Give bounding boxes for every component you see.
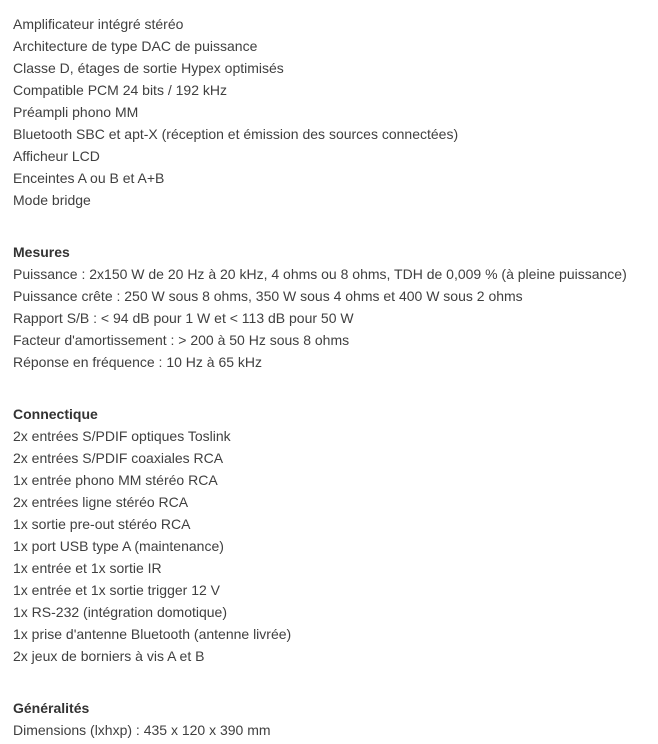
feature-item: Bluetooth SBC et apt-X (réception et émission des sources connectées): [13, 126, 459, 142]
connector-item: 1x entrée phono MM stéréo RCA: [13, 472, 218, 488]
feature-item: Préampli phono MM: [13, 104, 139, 120]
connector-item: 1x entrée et 1x sortie trigger 12 V: [13, 582, 220, 598]
feature-item: Architecture de type DAC de puissance: [13, 38, 258, 54]
connector-item: 2x entrées ligne stéréo RCA: [13, 494, 189, 510]
connector-item: 1x entrée et 1x sortie IR: [13, 560, 162, 576]
feature-item: Compatible PCM 24 bits / 192 kHz: [13, 82, 227, 98]
connector-item: 1x prise d'antenne Bluetooth (antenne livrée): [13, 626, 292, 642]
feature-item: Amplificateur intégré stéréo: [13, 16, 184, 32]
connectique-list: [13, 425, 653, 667]
mesures-section: [13, 241, 653, 373]
mesure-item: Puissance crête : 250 W sous 8 ohms, 350 W sous 4 ohms et 400 W sous 2 ohms: [13, 288, 523, 304]
generalites-list: [13, 719, 653, 741]
generalites-heading: Généralités: [13, 700, 90, 716]
mesures-list: [13, 263, 653, 373]
connectique-section: [13, 403, 653, 667]
mesure-item: Puissance : 2x150 W de 20 Hz à 20 kHz, 4 ohms ou 8 ohms, TDH de 0,009 % (à pleine puissance): [13, 266, 627, 282]
connector-item: 1x RS-232 (intégration domotique): [13, 604, 228, 620]
feature-item: Classe D, étages de sortie Hypex optimisés: [13, 60, 284, 76]
connector-item: 2x entrées S/PDIF optiques Toslink: [13, 428, 231, 444]
features-list: [13, 13, 653, 211]
mesures-heading: Mesures: [13, 244, 70, 260]
spec-sheet: [13, 13, 653, 741]
mesure-item: Rapport S/B : < 94 dB pour 1 W et < 113 dB pour 50 W: [13, 310, 354, 326]
connectique-heading: Connectique: [13, 406, 98, 422]
connector-item: 1x sortie pre-out stéréo RCA: [13, 516, 191, 532]
feature-item: Mode bridge: [13, 192, 91, 208]
features-section: [13, 13, 653, 211]
connector-item: 2x entrées S/PDIF coaxiales RCA: [13, 450, 224, 466]
feature-item: Enceintes A ou B et A+B: [13, 170, 165, 186]
connector-item: 2x jeux de borniers à vis A et B: [13, 648, 205, 664]
mesure-item: Réponse en fréquence : 10 Hz à 65 kHz: [13, 354, 263, 370]
mesure-item: Facteur d'amortissement : > 200 à 50 Hz sous 8 ohms: [13, 332, 350, 348]
generalites-section: [13, 697, 653, 741]
feature-item: Afficheur LCD: [13, 148, 100, 164]
connector-item: 1x port USB type A (maintenance): [13, 538, 224, 554]
general-item: Dimensions (lxhxp) : 435 x 120 x 390 mm: [13, 722, 271, 738]
